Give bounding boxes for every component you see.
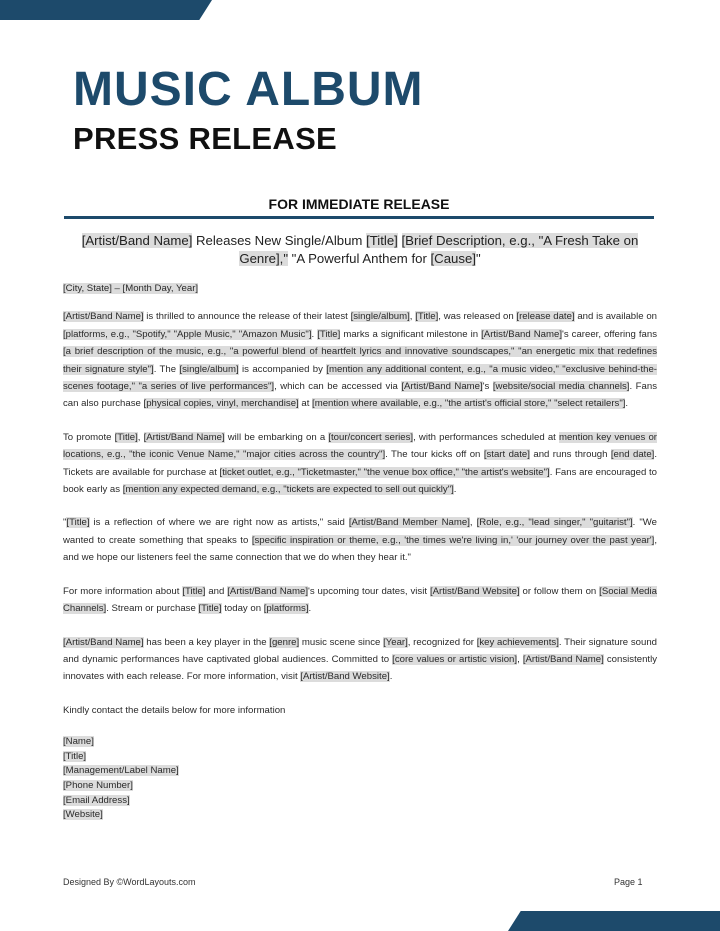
body-text: , (469, 517, 477, 529)
body-text: . Fans can also purchase (63, 381, 657, 410)
body-text: will be embarking on a (224, 431, 329, 443)
placeholder-text: [key achievements] (476, 636, 559, 648)
body-text: Kindly contact the details below for more information (63, 704, 286, 716)
placeholder-text: [Title] (317, 328, 341, 340)
placeholder-text: [platforms] (263, 603, 309, 615)
placeholder-text: [Website] (63, 809, 103, 821)
placeholder-text: [Artist/Band Name] (143, 431, 225, 443)
body-text: and is available on (574, 311, 657, 323)
body-text: , which can be accessed via (274, 381, 402, 393)
body-text: , with performances scheduled at (413, 431, 559, 443)
top-left-accent-bar (0, 0, 212, 20)
placeholder-text: [Artist/Band Name] (81, 233, 193, 248)
placeholder-text: [Artist/Band Name] (63, 311, 144, 323)
placeholder-text: [mention where available, e.g., "the artist's official store," "select retailers"] (312, 398, 626, 410)
placeholder-text: [Artist/Band Website] (300, 671, 390, 683)
press-body (63, 280, 657, 823)
body-text: 's (482, 381, 493, 393)
paragraph-more-info (63, 583, 657, 618)
placeholder-text: [Artist/Band Member Name] (348, 517, 470, 529)
body-text: . (308, 603, 312, 615)
contact-line (63, 750, 657, 765)
placeholder-text: [City, State] – [Month Day, Year] (63, 283, 199, 294)
body-text: and (205, 585, 228, 597)
body-text: , was released on (438, 311, 517, 323)
body-text: at (298, 398, 313, 410)
page-number: Page 1 (614, 877, 643, 887)
contact-line (63, 764, 657, 779)
body-text: " (475, 251, 481, 266)
placeholder-text: [physical copies, vinyl, merchandise] (143, 398, 299, 410)
body-text: . Stream or purchase (106, 603, 199, 615)
placeholder-text: [Name] (63, 736, 94, 748)
placeholder-text: [start date] (483, 449, 530, 461)
placeholder-text: [Title] (198, 603, 222, 615)
body-text: . The tour kicks off on (385, 449, 484, 461)
body-text: . (389, 671, 393, 683)
placeholder-text: [Title] (366, 233, 398, 248)
placeholder-text: [Cause] (430, 251, 476, 266)
body-text: has been a key player in the (143, 636, 270, 648)
contact-line (63, 794, 657, 809)
paragraph-announcement (63, 308, 657, 412)
placeholder-text: [Email Address] (63, 794, 130, 806)
body-text: . Their signature sound and dynamic performances have captivated global audiences. Committed to (63, 636, 657, 665)
body-text: is a reflection of where we are right now as artists," said (89, 517, 349, 529)
placeholder-text: [Artist/Band Name] (227, 585, 308, 597)
body-text: . (453, 484, 457, 496)
document-title: MUSIC ALBUM (73, 63, 424, 116)
placeholder-text: [Title] (114, 431, 138, 443)
contact-line (63, 735, 657, 750)
paragraph-about (63, 634, 657, 686)
placeholder-text: [Social Media Channels] (63, 585, 657, 615)
body-text: music scene since (299, 636, 384, 648)
placeholder-text: [release date] (516, 311, 575, 323)
paragraph-dateline (63, 280, 657, 297)
placeholder-text: [single/album] (350, 311, 410, 323)
body-text: . Fans are encouraged to book early as (63, 466, 658, 496)
body-text: "A Powerful Anthem for (288, 251, 431, 266)
paragraph-contact-intro (63, 702, 657, 719)
divider-rule (64, 216, 654, 219)
body-text: . (311, 328, 318, 340)
placeholder-text: [Title] (66, 517, 90, 529)
press-headline (70, 232, 650, 268)
body-text: , (517, 653, 523, 665)
placeholder-text: [platforms, e.g., "Spotify," "Apple Music," "Amazon Music"] (63, 328, 312, 340)
bottom-right-accent-bar (508, 911, 720, 931)
placeholder-text: [core values or artistic vision] (392, 653, 518, 665)
placeholder-text: [mention any expected demand, e.g., "tickets are expected to sell out quickly"] (122, 484, 454, 496)
placeholder-text: [end date] (610, 449, 655, 461)
body-text: or follow them on (519, 585, 600, 597)
document-subtitle: PRESS RELEASE (73, 121, 338, 156)
placeholder-text: [Artist/Band Name] (63, 636, 144, 648)
body-text: , (137, 431, 144, 443)
body-text: 's career, offering fans (562, 328, 657, 340)
body-text: " (63, 517, 67, 529)
placeholder-text: [specific inspiration or theme, e.g., 'the times we're living in,' 'our journey over the past year'] (251, 534, 655, 546)
placeholder-text: [Role, e.g., "lead singer," "guitarist"] (476, 517, 633, 529)
body-text: . "We wanted to create something that speaks to (63, 517, 657, 546)
placeholder-text: [genre] (269, 636, 300, 648)
body-text: . (625, 398, 629, 410)
body-text: marks a significant milestone in (340, 328, 482, 340)
body-text: . Tickets are available for purchase at (63, 449, 658, 478)
placeholder-text: [website/social media channels] (492, 381, 630, 393)
body-text: consistently innovates with each release. For more information, visit (63, 653, 657, 683)
placeholder-text: [Artist/Band Name] (522, 653, 604, 665)
placeholder-text: [Title] (415, 311, 439, 323)
placeholder-text: [Brief Description, e.g., "A Fresh Take on Genre]," (239, 233, 639, 266)
body-text: , and we hope our listeners feel the same connection that we do when they hear it." (63, 534, 657, 564)
placeholder-text: [Title] (182, 585, 206, 597)
body-text: today on (221, 603, 264, 615)
contact-block (63, 735, 657, 823)
body-text: 's upcoming tour dates, visit (308, 585, 430, 597)
placeholder-text: [Title] (63, 750, 87, 762)
paragraph-quote (63, 514, 657, 566)
placeholder-text: [tour/concert series] (328, 431, 414, 443)
contact-line (63, 808, 657, 823)
placeholder-text: [Phone Number] (63, 779, 133, 791)
contact-line (63, 779, 657, 794)
placeholder-text: [mention any additional content, e.g., "a music video," "exclusive behind-the-scenes footage," "a series of live performances"] (63, 363, 658, 393)
body-text: . The (153, 363, 180, 375)
placeholder-text: mention key venues or locations, e.g., "the iconic Venue Name," "major cities across the country"] (63, 431, 657, 461)
placeholder-text: [Artist/Band Website] (429, 585, 520, 597)
placeholder-text: [Artist/Band Name] (401, 381, 483, 393)
placeholder-text: [Year] (383, 636, 408, 648)
body-text: , recognized for (407, 636, 477, 648)
placeholder-text: [single/album] (179, 363, 239, 375)
body-text: Releases New Single/Album (192, 233, 367, 248)
body-text (398, 233, 402, 248)
placeholder-text: [ticket outlet, e.g., "Ticketmaster," "the venue box office," "the artist's website"] (219, 466, 550, 478)
footer-credit: Designed By ©WordLayouts.com (63, 877, 196, 887)
body-text: , (409, 311, 416, 323)
placeholder-text: [Management/Label Name] (63, 765, 179, 777)
body-text: is thrilled to announce the release of their latest (143, 311, 351, 323)
body-text: For more information about (63, 585, 183, 597)
body-text: To promote (63, 431, 115, 443)
placeholder-text: [a brief description of the music, e.g., "a powerful blend of heartfelt lyrics and innovative soundscapes," "an energetic mix that redefines their signature style"] (63, 346, 657, 375)
body-text: and runs through (529, 449, 611, 461)
body-text: is accompanied by (238, 363, 327, 375)
placeholder-text: [Artist/Band Name] (481, 328, 562, 340)
release-label: FOR IMMEDIATE RELEASE (268, 196, 450, 212)
paragraph-tour (63, 429, 657, 499)
